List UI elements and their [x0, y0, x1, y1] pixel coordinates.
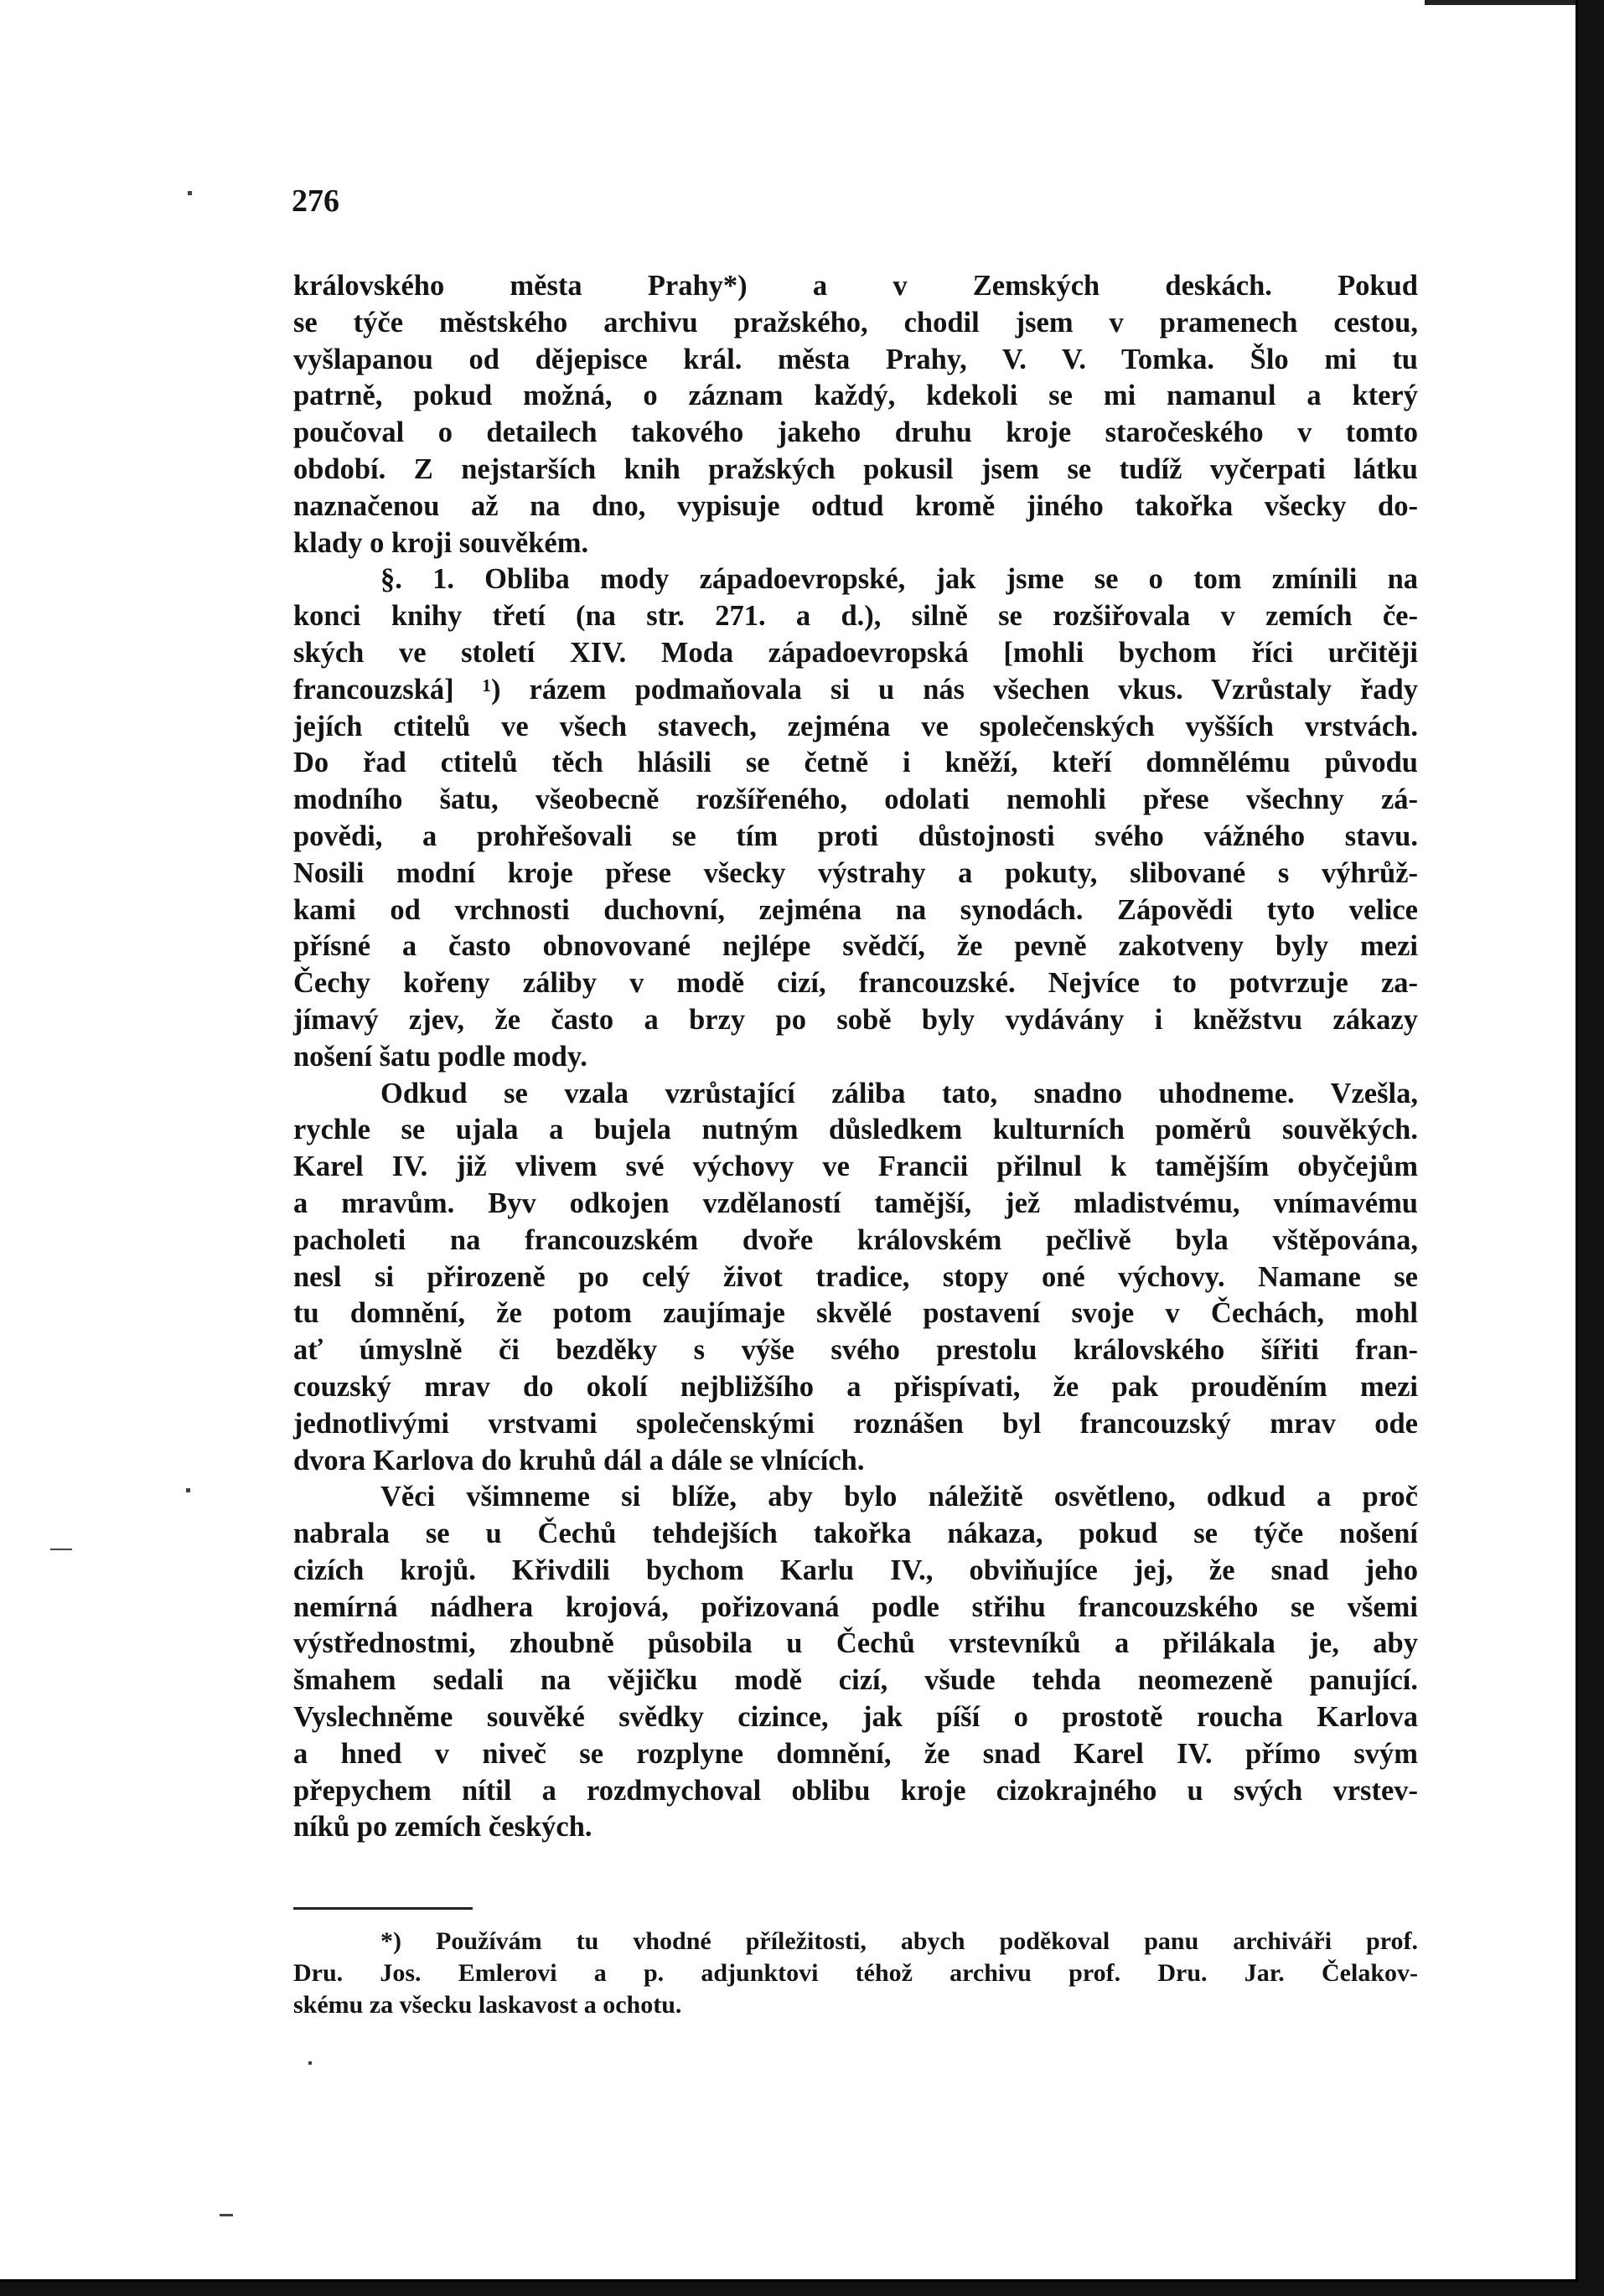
- text-line: konci knihy třetí (na str. 271. a d.), silně se rozšiřovala v zemích če-: [293, 600, 1418, 633]
- text-line: a hned v niveč se rozplyne domnění, že snad Karel IV. přímo svým: [293, 1737, 1418, 1770]
- text-line: poučoval o detailech takového jakeho druhu kroje staročeského v tomto: [293, 416, 1418, 449]
- body-text: [293, 268, 1418, 1846]
- text-line: nabrala se u Čechů tehdejších takořka nákaza, pokud se týče nošení: [293, 1518, 1418, 1550]
- text-line: francouzská] ¹) rázem podmaňovala si u nás všechen vkus. Vzrůstaly řady: [293, 673, 1418, 706]
- text-line: patrně, pokud možná, o záznam každý, kdekoli se mi namanul a který: [293, 380, 1418, 412]
- text-line: jednotlivými vrstvami společenskými roznášen byl francouzský mrav ode: [293, 1407, 1418, 1440]
- text-line: klady o kroji souvěkém.: [293, 526, 589, 559]
- footnote-line: Dru. Jos. Emlerovi a p. adjunktovi téhož archivu prof. Dru. Jar. Čelakov-: [293, 1959, 1418, 1987]
- text-line: přepychem nítil a rozdmychoval oblibu kroje cizokrajného u svých vrstev-: [293, 1774, 1418, 1807]
- scan-speck: [50, 1549, 72, 1550]
- text-line: couzský mrav do okolí nejbližšího a přispívati, že pak prouděním mezi: [293, 1370, 1418, 1403]
- text-line: pacholeti na francouzském dvoře královském pečlivě byla vštěpována,: [293, 1223, 1418, 1256]
- text-line: vyšlapanou od dějepisce král. města Prahy, V. V. Tomka. Šlo mi tu: [293, 343, 1418, 375]
- text-line: šmahem sedali na vějičku modě cizí, všude tehda neomezeně panující.: [293, 1664, 1418, 1697]
- scan-speck: [220, 2214, 233, 2216]
- text-line: ať úmyslně či bezděky s výše svého prestolu královského šířiti fran-: [293, 1334, 1418, 1367]
- text-line: ských ve století XIV. Moda západoevropská [mohli bychom říci určitěji: [293, 636, 1418, 669]
- text-line: a mravům. Byv odkojen vzdělaností tamější, jež mladistvému, vnímavému: [293, 1187, 1418, 1219]
- text-line: výstřednostmi, zhoubně působila u Čechů vrstevníků a přilákala je, aby: [293, 1627, 1418, 1660]
- text-line: Nosili modní kroje přese všecky výstrahy a pokuty, slibované s výhrůž-: [293, 856, 1418, 889]
- text-line: rychle se ujala a bujela nutným důsledkem kulturních poměrů souvěkých.: [293, 1114, 1418, 1146]
- text-line: cizích krojů. Křivdili bychom Karlu IV., obviňujíce jej, že snad jeho: [293, 1554, 1418, 1586]
- text-line: naznačenou až na dno, vypisuje odtud kromě jiného takořka všecky do-: [293, 489, 1418, 522]
- text-line: jejích ctitelů ve všech stavech, zejména ve společenských vyšších vrstvách.: [293, 710, 1418, 742]
- text-line: dvora Karlova do kruhů dál a dále se vlnících.: [293, 1444, 865, 1476]
- text-line: přísné a často obnovované nejlépe svědčí, že pevně zakotveny byly mezi: [293, 930, 1418, 963]
- text-line: nemírná nádhera krojová, pořizovaná podle střihu francouzského se všemi: [293, 1590, 1418, 1623]
- text-line: povědi, a prohřešovali se tím proti důstojnosti svého vážného stavu.: [293, 820, 1418, 852]
- scan-speck: [188, 191, 192, 195]
- text-line: Karel IV. již vlivem své výchovy ve Francii přilnul k tamějším obyčejům: [293, 1151, 1418, 1183]
- text-line: nesl si přirozeně po celý život tradice, stopy oné výchovy. Namane se: [293, 1260, 1418, 1293]
- text-line: období. Z nejstarších knih pražských pokusil jsem se tudíž vyčerpati látku: [293, 452, 1418, 485]
- text-line: Vyslechněme souvěké svědky cizince, jak píší o prostotě roucha Karlova: [293, 1701, 1418, 1734]
- text-line: se týče městského archivu pražského, chodil jsem v pramenech cestou,: [293, 306, 1418, 339]
- page-number: 276: [292, 184, 339, 219]
- page-edge: [1425, 0, 1576, 5]
- footnote-divider: [293, 1907, 473, 1910]
- text-line: Do řad ctitelů těch hlásili se četně i kněží, kteří domnělému původu: [293, 747, 1418, 779]
- text-line: nošení šatu podle mody.: [293, 1040, 587, 1073]
- text-line: královského města Prahy*) a v Zemských deskách. Pokud: [293, 270, 1418, 302]
- text-line: §. 1. Obliba mody západoevropské, jak jsme se o tom zmínili na: [380, 563, 1418, 596]
- text-line: níků po zemích českých.: [293, 1811, 592, 1844]
- text-line: modního šatu, všeobecně rozšířeného, odolati nemohli přese všechny zá-: [293, 783, 1418, 816]
- footnote-line: *) Používám tu vhodné příležitosti, abych poděkoval panu archiváři prof.: [380, 1927, 1418, 1955]
- text-line: Čechy kořeny záliby v modě cizí, francouzské. Nejvíce to potvrzuje za-: [293, 967, 1418, 1000]
- text-line: Věci všimneme si blíže, aby bylo náležitě osvětleno, odkud a proč: [380, 1481, 1418, 1513]
- text-line: kami od vrchnosti duchovní, zejména na synodách. Zápovědi tyto velice: [293, 893, 1418, 926]
- scan-speck: [186, 1488, 190, 1492]
- scan-speck: [308, 2061, 312, 2065]
- text-line: jímavý zjev, že často a brzy po sobě byly vydávány i kněžstvu zákazy: [293, 1003, 1418, 1036]
- text-line: tu domnění, že potom zaujímaje skvělé postavení svoje v Čechách, mohl: [293, 1297, 1418, 1330]
- footnotes: [293, 1926, 1418, 2021]
- text-line: Odkud se vzala vzrůstající záliba tato, snadno uhodneme. Vzešla,: [380, 1077, 1418, 1109]
- footnote-line: skému za všecku laskavost a ochotu.: [293, 1991, 682, 2019]
